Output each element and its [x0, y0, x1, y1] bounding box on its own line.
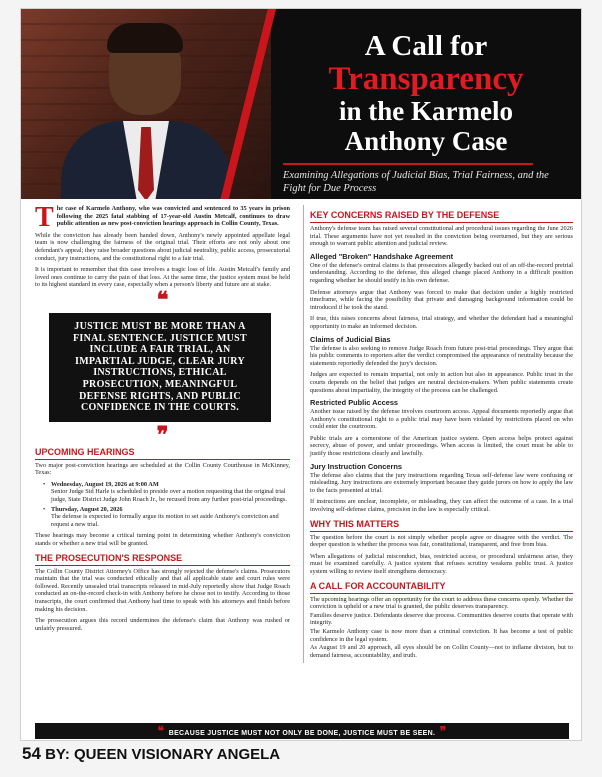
jury-subheading: Jury Instruction Concerns [310, 461, 402, 471]
page-footer [22, 744, 280, 764]
matters-heading: WHY THIS MATTERS [310, 519, 573, 532]
accountability-heading: A CALL FOR ACCOUNTABILITY [310, 581, 573, 594]
bias-subheading: Claims of Judicial Bias [310, 334, 391, 344]
access-paragraph-2: Public trials are a cornerstone of the American justice system. Open access helps protect against secrecy, abuse of power, and unfair proceedings. When access is limited, the court must be able to justify those restrictions clearly and lawfully. [310, 434, 573, 458]
open-quote-icon: ❝ [157, 724, 165, 738]
prosecution-paragraph-1: The Collin County District Attorney's Office has strongly rejected the defense's claims. Prosecutors maintain that the trial was conducted ethically and that all applicable state and court rules were followed. Recently unsealed trial transcripts released in mid-July reportedly show that Judge Roach conducted an on-the-record check-in with Anthony before he chose not to testify. According to those transcripts, the court confirmed that Anthony had time to speak with his attorneys and finish before making his decision. [35, 567, 290, 613]
matters-paragraph-1: The question before the court is not simply whether people agree or disagree with the verdict. The deeper question is whether the process was fair, constitutional, transparent, and free from bias. [310, 533, 573, 549]
hearings-intro: Two major post-conviction hearings are scheduled at the Collin County Courthouse in McKinney, Texas: [35, 461, 290, 477]
prosecution-paragraph-2: The prosecution argues this record undermines the defense's claim that Anthony was rushed or unfairly pressured. [35, 617, 290, 632]
hearings-list [45, 481, 290, 529]
hearings-outro: These hearings may become a critical turning point in determining whether Anthony's conviction stands or whether a new trial will be granted. [35, 532, 290, 548]
hearing-item-2: • Thursday, August 20, 2026 The defense is expected to formally argue its motion to set aside Anthony's conviction and request a new trial. [45, 506, 290, 529]
hero-banner [21, 9, 582, 199]
hearings-heading: UPCOMING HEARINGS [35, 447, 290, 460]
drop-cap: T [35, 202, 54, 233]
close-quote-icon: ❞ [439, 724, 447, 738]
intro-paragraph-1: The case of Karmelo Anthony, who was convicted and sentenced to 35 years in prison following the 2025 fatal stabbing of 17-year-old Austin Metcalf, continues to draw public attention as new post-conviction hearings approach in Collin County, Texas. [35, 202, 290, 233]
access-paragraph-1: Another issue raised by the defense involves courtroom access. Appeal documents reportedly argue that Anthony's constitutional right to a public trial may have been violated by restrictions placed on who could enter the courtroom. [310, 408, 573, 431]
handshake-paragraph-3: If true, this raises concerns about fairness, trial strategy, and whether the defendant had a meaningful opportunity to make an informed decision. [310, 315, 573, 330]
bias-paragraph-2: Judges are expected to remain impartial, not only in action but also in appearance. Public trust in the courts depends on the belief that judges are neutral decision-makers. When public statements create questions about impartiality, the integrity of the process can be challenged. [310, 371, 573, 394]
headline-divider [283, 163, 533, 165]
headline [276, 31, 576, 156]
headline-line-3: in the Karmelo [339, 96, 513, 126]
bottom-banner-text: BECAUSE JUSTICE MUST NOT ONLY BE DONE, JUSTICE MUST BE SEEN. [168, 730, 436, 737]
accountability-paragraph-3: The Karmelo Anthony case is now more than a criminal conviction. It has become a test of public confidence in the legal system. [310, 627, 573, 643]
headline-line-2: Transparency [328, 61, 524, 97]
accountability-paragraph-1: The upcoming hearings offer an opportunity for the court to address these concerns openly. Whether the conviction is upheld or a new trial is granted, the public deserves transparency. [310, 595, 573, 611]
prosecution-heading: THE PROSECUTION'S RESPONSE [35, 553, 290, 566]
accountability-paragraph-2: Families deserve justice. Defendants deserve due process. Communities deserve courts that operate with integrity. [310, 611, 573, 627]
handshake-paragraph-2: Defense attorneys argue that Anthony was forced to make that decision under a highly restricted timeframe, while facing the possibility that private and damaging background information could be introduced if he took the stand. [310, 288, 573, 311]
headline-line-1: A Call for [364, 30, 488, 62]
portrait-hair [107, 23, 183, 53]
byline: BY: QUEEN VISIONARY ANGELA [45, 746, 281, 763]
concerns-intro: Anthony's defense team has raised several constitutional and procedural issues regarding the June 2026 trial. These arguments have not yet resulted in the conviction being overturned, but they are serious enough to warrant public attention and judicial review. [310, 225, 573, 248]
intro-paragraph-3: It is important to remember that this case involves a tragic loss of life. Austin Metcalf's family and loved ones continue to carry the pain of that loss. At the same time, the justice system must be held to its highest standard in every case, especially when a person's liberty and future are at stake. [35, 266, 290, 289]
intro-paragraph-2: While the conviction has already been handed down, Anthony's newly appointed appellate legal team is now challenging the fairness of the original trial. Their efforts are not only about one defendant's appeal; they raise broader questions about judicial neutrality, public access, prosecutorial conduct, jury instructions, and the constitutional right to a fair trial. [35, 231, 290, 262]
accountability-paragraph-4: As August 19 and 20 approach, all eyes should be on Collin County—not to inflame division, but to demand fairness, accountability, and truth. [310, 644, 573, 659]
jury-paragraph-1: The defense also claims that the jury instructions regarding Texas self-defense law were confusing or misleading. Jury instructions are extremely important because they guide jurors on how to apply the law to the facts presented at trial. [310, 471, 573, 494]
jury-paragraph-2: If instructions are unclear, incomplete, or misleading, they can affect the outcome of a case. In a trial involving self-defense claims, precision in the law is especially critical. [310, 498, 573, 514]
left-column [35, 202, 290, 636]
bias-paragraph-1: The defense is also seeking to remove Judge Roach from future post-trial proceedings. They argue that his public comments to reporters after the verdict compromised the appearance of neutrality because the statements reportedly defended the jury's decision. [310, 344, 573, 367]
bottom-banner [35, 723, 569, 739]
access-subheading: Restricted Public Access [310, 398, 399, 408]
pull-quote: JUSTICE MUST BE MORE THAN A FINAL SENTENCE. JUSTICE MUST INCLUDE A FAIR TRIAL, AN IMPARTIAL JUDGE, CLEAR JURY INSTRUCTIONS, ETHICAL PROSECUTION, MEANINGFUL DEFENSE RIGHTS, AND PUBLIC CONFIDENCE IN THE COURTS. [49, 313, 271, 422]
magazine-page [20, 8, 582, 741]
headline-subtitle: Examining Allegations of Judicial Bias, Trial Fairness, and the Fight for Due Process [283, 170, 549, 194]
right-column [303, 205, 573, 663]
page-number: 54 [22, 744, 41, 763]
handshake-subheading: Alleged "Broken" Handshake Agreement [310, 251, 454, 261]
open-quote-icon: ❝ [156, 286, 169, 312]
concerns-heading: KEY CONCERNS RAISED BY THE DEFENSE [310, 210, 573, 223]
hearing-item-1: • Wednesday, August 19, 2026 at 9:00 AM Senior Judge Sid Harle is scheduled to preside over a motion requesting that the original trial judge, State District Judge John Roach Jr., be recused from any further post-trial proceedings. [45, 481, 290, 504]
headline-line-4: Anthony Case [344, 126, 508, 156]
handshake-paragraph-1: One of the defense's central claims is that prosecutors allegedly backed out of an off-the-record pretrial understanding. According to the defense, this alleged change placed Anthony in a difficult position regarding whether he should testify in his own defense. [310, 261, 573, 284]
close-quote-icon: ❞ [156, 421, 169, 447]
matters-paragraph-2: When allegations of judicial misconduct, bias, restricted access, or procedural unfairness arise, they must be examined carefully. A justice system that refuses scrutiny weakens public trust. A justice system willing to review itself strengthens democracy. [310, 552, 573, 575]
